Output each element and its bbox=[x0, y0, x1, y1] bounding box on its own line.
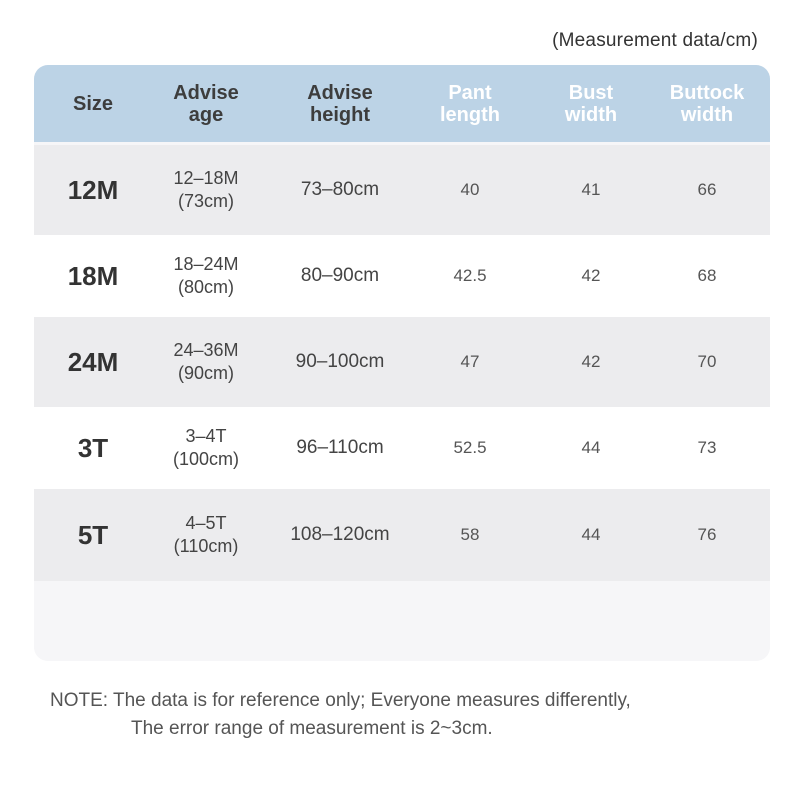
size-cell: 24M bbox=[67, 346, 119, 377]
age-cell: 18–24M (80cm) bbox=[173, 254, 239, 297]
height-cell: 80–90cm bbox=[300, 265, 380, 286]
bust-width-cell: 44 bbox=[581, 525, 601, 544]
pant-length-cell: 42.5 bbox=[453, 266, 487, 285]
height-cell: 96–110cm bbox=[296, 437, 384, 458]
table-row bbox=[34, 489, 770, 581]
bust-width-cell: 44 bbox=[581, 438, 601, 457]
buttock-width-cell: 68 bbox=[697, 266, 717, 285]
table-row bbox=[34, 317, 770, 407]
bust-width-cell: 41 bbox=[581, 180, 601, 199]
size-cell: 18M bbox=[67, 260, 119, 291]
height-cell: 90–100cm bbox=[295, 351, 385, 372]
table-row bbox=[34, 145, 770, 235]
header-bust-width: Bust width bbox=[564, 81, 618, 126]
size-chart-table bbox=[34, 65, 770, 661]
table-row bbox=[34, 235, 770, 317]
table-empty-footer bbox=[34, 581, 770, 661]
size-cell: 5T bbox=[77, 519, 109, 550]
pant-length-cell: 58 bbox=[460, 525, 480, 544]
height-cell: 108–120cm bbox=[290, 524, 390, 545]
pant-length-cell: 40 bbox=[460, 180, 480, 199]
header-buttock-width: Buttock width bbox=[669, 81, 745, 126]
size-cell: 12M bbox=[67, 174, 119, 205]
pant-length-cell: 52.5 bbox=[453, 438, 487, 457]
footnote bbox=[50, 687, 631, 743]
buttock-width-cell: 73 bbox=[697, 438, 717, 457]
bust-width-cell: 42 bbox=[581, 266, 601, 285]
header-advise-height: Advise height bbox=[307, 81, 373, 126]
measurement-unit-note: (Measurement data/cm) bbox=[552, 30, 758, 51]
table-row bbox=[34, 407, 770, 489]
size-cell: 3T bbox=[77, 432, 109, 463]
footnote-line-2: The error range of measurement is 2~3cm. bbox=[131, 718, 493, 739]
header-advise-age: Advise age bbox=[173, 81, 239, 126]
header-size: Size bbox=[72, 92, 114, 115]
bust-width-cell: 42 bbox=[581, 352, 601, 371]
buttock-width-cell: 66 bbox=[697, 180, 717, 199]
footnote-line-1: NOTE: The data is for reference only; Everyone measures differently, bbox=[50, 690, 631, 711]
header-pant-length: Pant length bbox=[440, 81, 500, 126]
age-cell: 3–4T (100cm) bbox=[172, 426, 239, 469]
height-cell: 73–80cm bbox=[300, 179, 380, 200]
age-cell: 4–5T (110cm) bbox=[173, 513, 239, 556]
buttock-width-cell: 70 bbox=[697, 352, 717, 371]
buttock-width-cell: 76 bbox=[697, 525, 717, 544]
pant-length-cell: 47 bbox=[460, 352, 480, 371]
age-cell: 12–18M (73cm) bbox=[173, 168, 239, 211]
age-cell: 24–36M (90cm) bbox=[173, 340, 239, 383]
table-header-row bbox=[34, 65, 770, 142]
